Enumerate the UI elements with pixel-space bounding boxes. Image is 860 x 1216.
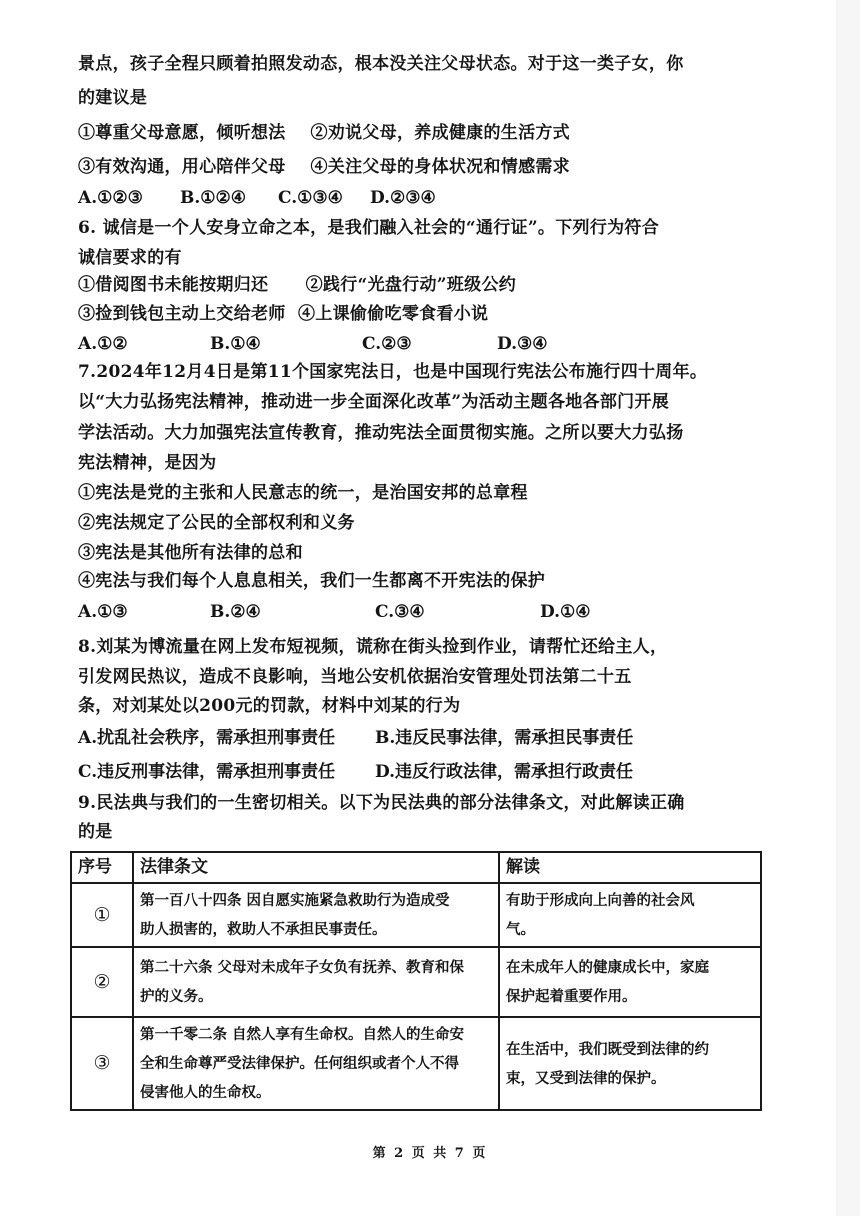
- law-text-line: 护的义务。: [140, 988, 213, 1005]
- q8-line-3: 条，对刘某处以200元的罚款，材料中刘某的行为: [78, 696, 461, 716]
- header-law-text: 法律条文: [133, 852, 499, 883]
- q5-line-1: 景点，孩子全程只顾着拍照发动态，根本没关注父母状态。对于这一类子女，你: [78, 54, 684, 74]
- row-number: ②: [71, 947, 133, 1017]
- row-number: ①: [71, 883, 133, 947]
- reading-cell: [499, 883, 761, 947]
- q8-line-2: 引发网民热议，造成不良影响，当地公安机依据治安管理处罚法第二十五: [78, 667, 632, 687]
- q5-option-a[interactable]: A.①②③: [78, 188, 143, 208]
- table-row: [71, 883, 761, 947]
- table-row: [71, 947, 761, 1017]
- q7-line-3: 学法活动。大力加强宪法宣传教育，推动宪法全面贯彻实施。之所以要大力弘扬: [78, 423, 684, 443]
- q6-items-row-2: ③捡到钱包主动上交给老师 ④上课偷偷吃零食看小说: [78, 304, 489, 324]
- reading-line: 在生活中，我们既受到法律的约: [506, 1040, 709, 1058]
- q9-line-2: 的是: [78, 822, 113, 842]
- q6-items-row-1: ①借阅图书未能按期归还 ②践行“光盘行动”班级公约: [78, 275, 517, 295]
- q9-line-1: 9.民法典与我们的一生密切相关。以下为民法典的部分法律条文，对此解读正确: [78, 793, 685, 813]
- law-text-cell: [133, 883, 499, 947]
- q5-line-2: 的建议是: [78, 88, 148, 108]
- q5-items-row-1: ①尊重父母意愿，倾听想法 ②劝说父母，养成健康的生活方式: [78, 123, 570, 143]
- header-number: 序号: [71, 852, 133, 883]
- law-text-line: 全和生命尊严受法律保护。任何组织或者个人不得: [140, 1055, 459, 1072]
- page-number-footer: 第 2 页 共 7 页: [372, 1146, 488, 1161]
- q7-line-1: 7.2024年12月4日是第11个国家宪法日，也是中国现行宪法公布施行四十周年。: [78, 362, 708, 382]
- q7-option-d[interactable]: D.①④: [540, 602, 591, 622]
- civil-code-table: [70, 851, 762, 1111]
- law-text-line: 第一千零二条 自然人享有生命权。自然人的生命安: [140, 1026, 465, 1043]
- q5-items-row-2: ③有效沟通，用心陪伴父母 ④关注父母的身体状况和情感需求: [78, 157, 570, 177]
- q7-line-4: 宪法精神，是因为: [78, 453, 217, 473]
- header-reading: 解读: [499, 852, 761, 883]
- law-text-cell: [133, 1017, 499, 1110]
- reading-cell: [499, 1017, 761, 1110]
- q8-option-a[interactable]: A.扰乱社会秩序，需承担刑事责任: [78, 728, 336, 748]
- table-header-row: [71, 852, 761, 883]
- law-text-cell: [133, 947, 499, 1017]
- reading-line: 在未成年人的健康成长中，家庭: [506, 959, 709, 976]
- q5-option-b[interactable]: B.①②④: [180, 188, 247, 208]
- q6-line-2: 诚信要求的有: [78, 248, 182, 268]
- q6-line-1: 6. 诚信是一个人安身立命之本，是我们融入社会的“通行证”。下列行为符合: [78, 218, 660, 238]
- law-text-line: 第二十六条 父母对未成年子女负有抚养、教育和保: [140, 959, 465, 976]
- q8-option-b[interactable]: B.违反民事法律，需承担民事责任: [375, 728, 634, 748]
- q8-option-d[interactable]: D.违反行政法律，需承担行政责任: [375, 762, 634, 782]
- q7-item-4: ④宪法与我们每个人息息相关，我们一生都离不开宪法的保护: [78, 571, 546, 591]
- reading-cell: [499, 947, 761, 1017]
- reading-line: 束，又受到法律的保护。: [506, 1069, 666, 1087]
- reading-line: 气。: [506, 921, 535, 938]
- q6-option-a[interactable]: A.①②: [78, 334, 128, 354]
- q5-option-d[interactable]: D.②③④: [370, 188, 436, 208]
- q6-option-b[interactable]: B.①④: [210, 334, 261, 354]
- q5-option-c[interactable]: C.①③④: [278, 188, 343, 208]
- q8-line-1: 8.刘某为博流量在网上发布短视频，谎称在街头捡到作业，请帮忙还给主人，: [78, 637, 668, 657]
- q6-option-c[interactable]: C.②③: [362, 334, 412, 354]
- table-row: [71, 1017, 761, 1110]
- law-text-line: 第一百八十四条 因自愿实施紧急救助行为造成受: [140, 892, 450, 909]
- row-number: ③: [71, 1017, 133, 1110]
- q6-option-d[interactable]: D.③④: [497, 334, 548, 354]
- law-text-line: 助人损害的，救助人不承担民事责任。: [140, 921, 387, 938]
- reading-line: 保护起着重要作用。: [506, 988, 637, 1005]
- q7-option-a[interactable]: A.①③: [78, 602, 128, 622]
- q7-option-b[interactable]: B.②④: [210, 602, 261, 622]
- q7-item-1: ①宪法是党的主张和人民意志的统一，是治国安邦的总章程: [78, 483, 528, 503]
- q8-option-c[interactable]: C.违反刑事法律，需承担刑事责任: [78, 762, 336, 782]
- q7-item-2: ②宪法规定了公民的全部权利和义务: [78, 513, 355, 533]
- reading-line: 有助于形成向上向善的社会风: [506, 892, 695, 909]
- q7-line-2: 以“大力弘扬宪法精神，推动进一步全面深化改革”为活动主题各地各部门开展: [78, 392, 670, 412]
- law-text-line: 侵害他人的生命权。: [140, 1084, 271, 1101]
- scan-edge: [836, 0, 860, 1216]
- q7-item-3: ③宪法是其他所有法律的总和: [78, 543, 303, 563]
- q7-option-c[interactable]: C.③④: [375, 602, 425, 622]
